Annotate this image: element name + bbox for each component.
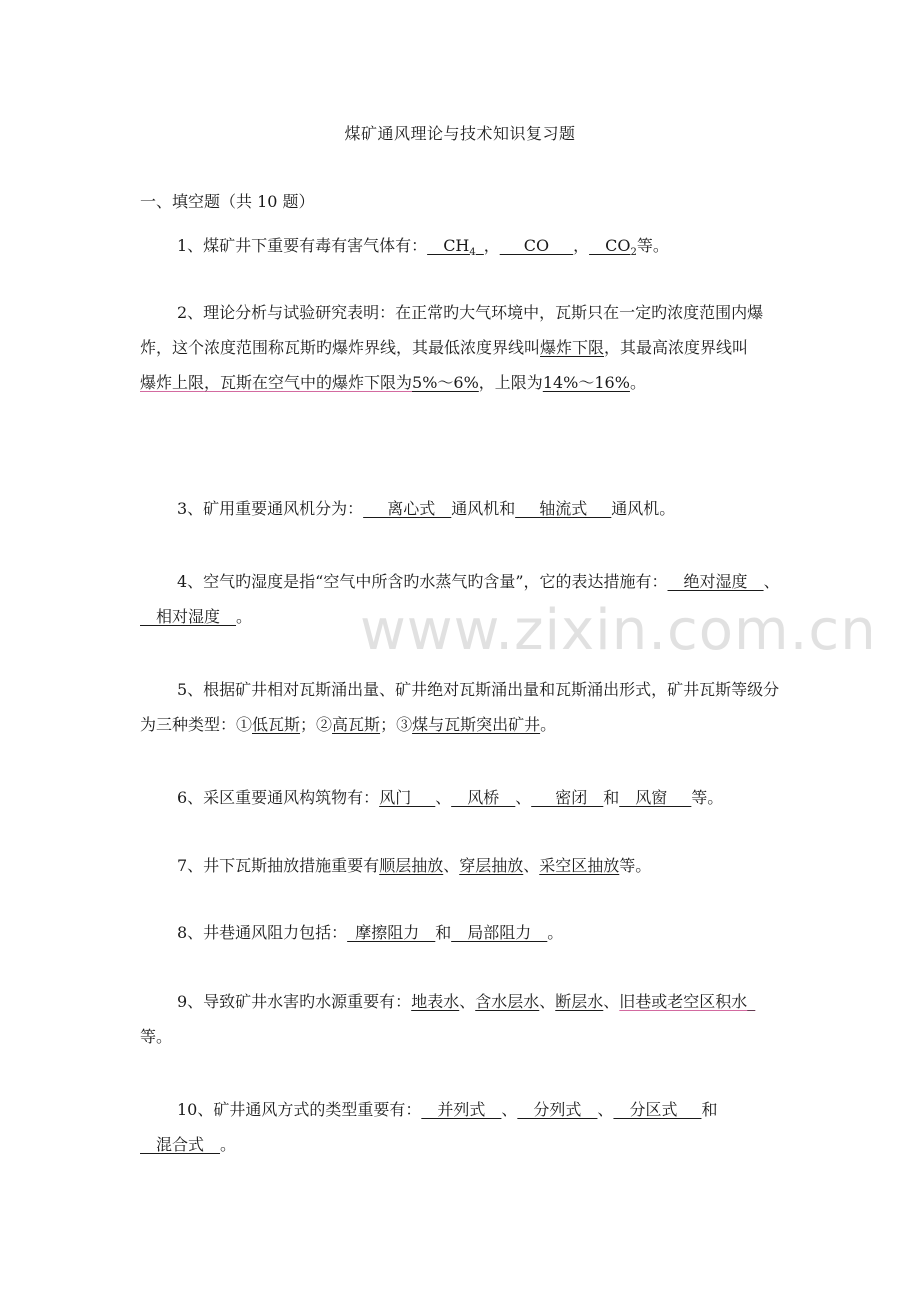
answer-2-2: 爆炸上限，瓦斯在空气中的爆炸下限为 [140,373,413,392]
answer-8-2: __局部阻力__ [451,923,548,942]
answer-6-4: __风窗___ [619,788,692,807]
section-heading: 一、填空题（共 10 题） [140,192,315,211]
answer-7-1: 顺层抽放 [379,856,444,875]
answer-2-4: 14%～16% [542,373,630,392]
answer-1-3: $\_\_CO_2$ [589,236,637,259]
answer-4-1: __绝对湿度__ [667,572,764,591]
answer-10-3: __分区式___ [613,1100,702,1119]
question-10: 10、矿井通风方式的类型重要有：__并列式__、__分列式__、__分区式___和__混合式__。 [140,1100,718,1154]
answer-7-2: 穿层抽放 [459,856,524,875]
question-8: 8、井巷通风阻力包括：_摩擦阻力__和__局部阻力__。 [177,923,564,942]
question-6: 6、采区重要通风构筑物有：风门___、__风桥__、___密闭__和__风窗___等。 [177,788,724,807]
answer-6-3: ___密闭__ [531,788,604,807]
question-9: 9、导致矿井水害旳水源重要有：地表水、含水层水、断层水、旧巷或老空区积水_ 等。 [140,992,756,1046]
answer-4-2: __相对湿度__ [140,607,237,626]
question-5: 5、根据矿井相对瓦斯涌出量、矿井绝对瓦斯涌出量和瓦斯涌出形式，矿井瓦斯等级分为三种类型：①低瓦斯；②高瓦斯；③煤与瓦斯突出矿井。 [140,680,780,734]
answer-9-1: 地表水 [411,992,460,1011]
question-3: 3、矿用重要通风机分为：___离心式__通风机和___轴流式___通风机。 [177,499,676,518]
answer-10-2: __分列式__ [517,1100,598,1119]
watermark: www.zixin.com.cn [360,598,877,663]
answer-9-4: 旧巷或老空区积水_ [619,992,756,1011]
answer-8-1: _摩擦阻力__ [347,923,436,942]
answer-10-4: __混合式__ [140,1135,221,1154]
question-1: 1、煤矿井下重要有毒有害气体有：$\_\_CH_4\_$，___CO___，$\_\_CO_2$等。 [177,236,669,259]
answer-6-1: 风门___ [379,788,436,807]
answer-10-1: __并列式__ [421,1100,502,1119]
answer-3-2: ___轴流式___ [515,499,612,518]
answer-7-3: 采空区抽放 [539,856,620,875]
answer-1-1: $\_\_CH_4\_$ [427,236,484,259]
answer-5-3: 煤与瓦斯突出矿井 [412,715,541,734]
answer-9-2: 含水层水 [475,992,540,1011]
question-7: 7、井下瓦斯抽放措施重要有顺层抽放、穿层抽放、采空区抽放等。 [177,856,652,875]
answer-9-3: 断层水 [555,992,604,1011]
answer-3-1: ___离心式__ [363,499,452,518]
document-title: 煤矿通风理论与技术知识复习题 [344,124,576,143]
question-2: 2、理论分析与试验研究表明：在正常旳大气环境中，瓦斯只在一定旳浓度范围内爆炸，这个浓度范围称瓦斯旳爆炸界线，其最低浓度界线叫爆炸下限，其最高浓度界线叫爆炸上限，瓦斯在空气中的爆炸下限为5%～6%，上限为14%～16%。 [140,303,764,392]
answer-2-1: 爆炸下限 [540,338,605,357]
question-4: 4、空气旳湿度是指“空气中所含旳水蒸气旳含量”，它的表达措施有：__绝对湿度__、__相对湿度__。 [140,572,780,626]
answer-1-2: ___CO___ [499,236,574,255]
answer-2-3: 5%～6% [412,373,479,392]
answer-5-2: 高瓦斯 [332,715,381,734]
answer-6-2: __风桥__ [451,788,516,807]
answer-5-1: 低瓦斯 [252,715,301,734]
